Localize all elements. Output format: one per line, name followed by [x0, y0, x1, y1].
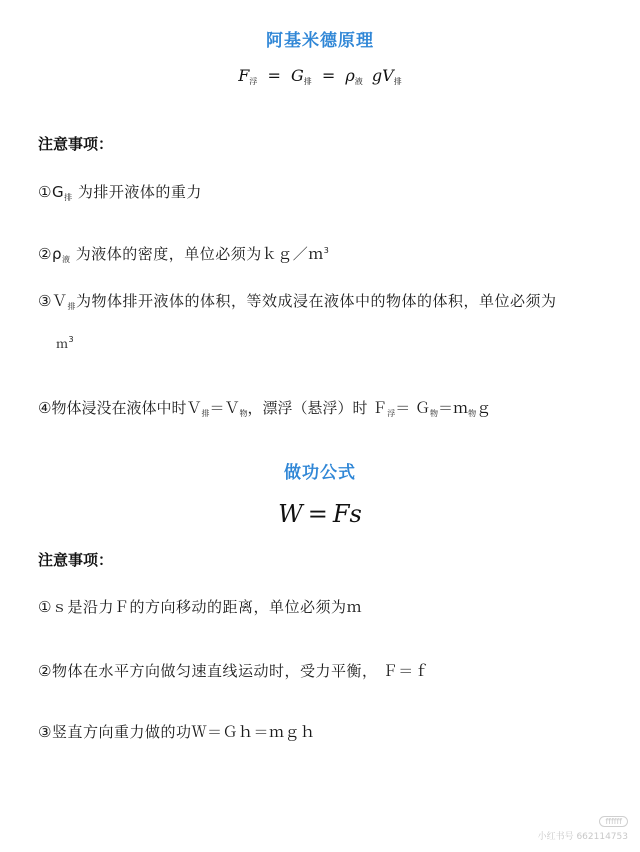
note-item-1: $①G_排$ 为排开液体的重力 — [38, 183, 202, 202]
note-item-2: $②\rho_液$ 为液体的密度，单位必须为ｋｇ／ｍ$^3$ — [38, 245, 330, 264]
work-note-item-1: ①ｓ是沿力Ｆ的方向移动的距离，单位必须为ｍ — [38, 598, 362, 616]
notes-title-1: 注意事项： — [38, 135, 114, 153]
section-title-work: 做功公式 — [284, 463, 356, 483]
watermark-text: 小红书号 662114753 — [537, 832, 628, 842]
note-item-3: ③Ｖ$_排$为物体排开液体的体积，等效成浸在液体中的物体的体积，单位必须为 — [38, 292, 557, 311]
notes-title-2: 注意事项： — [38, 551, 114, 569]
work-formula: W = Fs — [278, 500, 362, 528]
note-item-3-continuation: ｍ$^3$ — [56, 335, 75, 351]
work-note-item-3: ③竖直方向重力做的功Ｗ＝Ｇｈ＝ｍｇｈ — [38, 723, 316, 741]
archimedes-formula: $F_浮 = G_排 = \rho_液$ $gV_排$ — [238, 66, 402, 86]
section-title-archimedes: 阿基米德原理 — [266, 31, 374, 51]
watermark — [538, 816, 628, 842]
note-item-4: ④物体浸没在液体中时Ｖ$_排$＝Ｖ$_物$，漂浮（悬浮）时 Ｆ$_浮$＝ Ｇ$_物$＝ｍ$_物$ｇ — [38, 399, 492, 418]
work-note-item-2: ②物体在水平方向做匀速直线运动时，受力平衡， Ｆ＝ｆ — [38, 662, 430, 680]
watermark-logo: ffffff — [599, 816, 628, 827]
